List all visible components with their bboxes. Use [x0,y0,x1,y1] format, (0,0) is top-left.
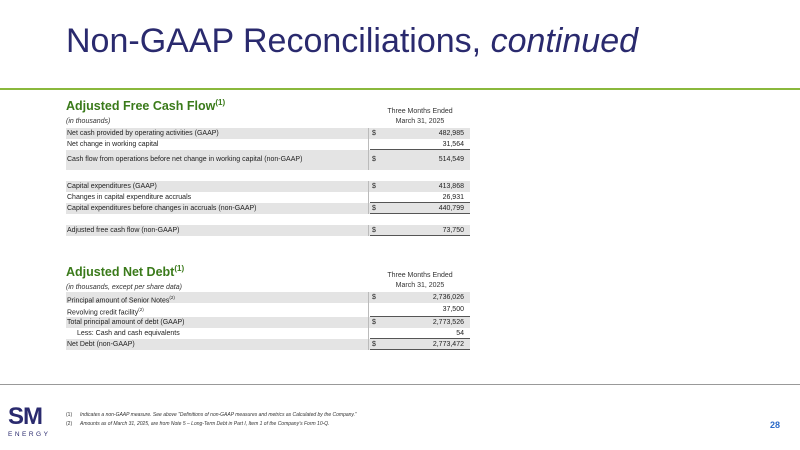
table-row: Revolving credit facility$^{(2)}$ 37,500 [66,303,470,317]
page-number: 28 [769,420,780,430]
fcf-column-header: Three Months Ended March 31, 2025 [387,108,453,125]
title-divider [0,88,800,90]
table-row: Total principal amount of debt (GAAP) $ 2,773,526 [66,317,470,328]
table-row: Net Debt (non-GAAP) $ 2,773,472 [66,339,470,350]
table-row: Capital expenditures (GAAP) $ 413,868 [66,181,470,192]
logo-energy: ENERGY [8,431,51,438]
logo-sm: SM [8,403,42,430]
fcf-heading: Adjusted Free Cash Flow$^{(1)}$ [66,98,226,114]
table-row: Capital expenditures before changes in accruals (non-GAAP) $ 440,799 [66,203,470,214]
debt-table [66,292,470,350]
page-title [66,22,638,61]
table-row: Adjusted free cash flow (non-GAAP) $ 73,750 [66,225,470,236]
footnote-1: (1) Indicates a non-GAAP measure. See above “Definitions of non-GAAP measures and metrics as Calculated by the Company.” [66,412,357,418]
table-row: Changes in capital expenditure accruals 26,931 [66,192,470,203]
fcf-units: (in thousands) [66,118,111,125]
company-logo [8,405,52,438]
debt-heading: Adjusted Net Debt$^{(1)}$ [66,264,185,280]
table-row: Less: Cash and cash equivalents 54 [66,328,470,339]
table-row: Net change in working capital 31,564 [66,139,470,150]
table-row: Cash flow from operations before net change in working capital (non-GAAP) $ 514,549 [66,150,470,170]
footnote-2: (2) Amounts as of March 31, 2025, are from Note 5 – Long-Term Debt in Part I, Item 1 of the Company’s Form 10-Q. [66,421,330,427]
title-italic: continued [490,22,639,60]
debt-column-header: Three Months Ended March 31, 2025 [387,272,453,289]
title-main: Non-GAAP Reconciliations, [66,22,482,60]
debt-units: (in thousands, except per share data) [66,284,182,291]
table-row: Net cash provided by operating activities (GAAP) $ 482,985 [66,128,470,139]
table-row: Principal amount of Senior Notes$^{(2)}$ $ 2,736,026 [66,292,470,303]
fcf-table [66,128,470,236]
footer-divider [0,384,800,385]
